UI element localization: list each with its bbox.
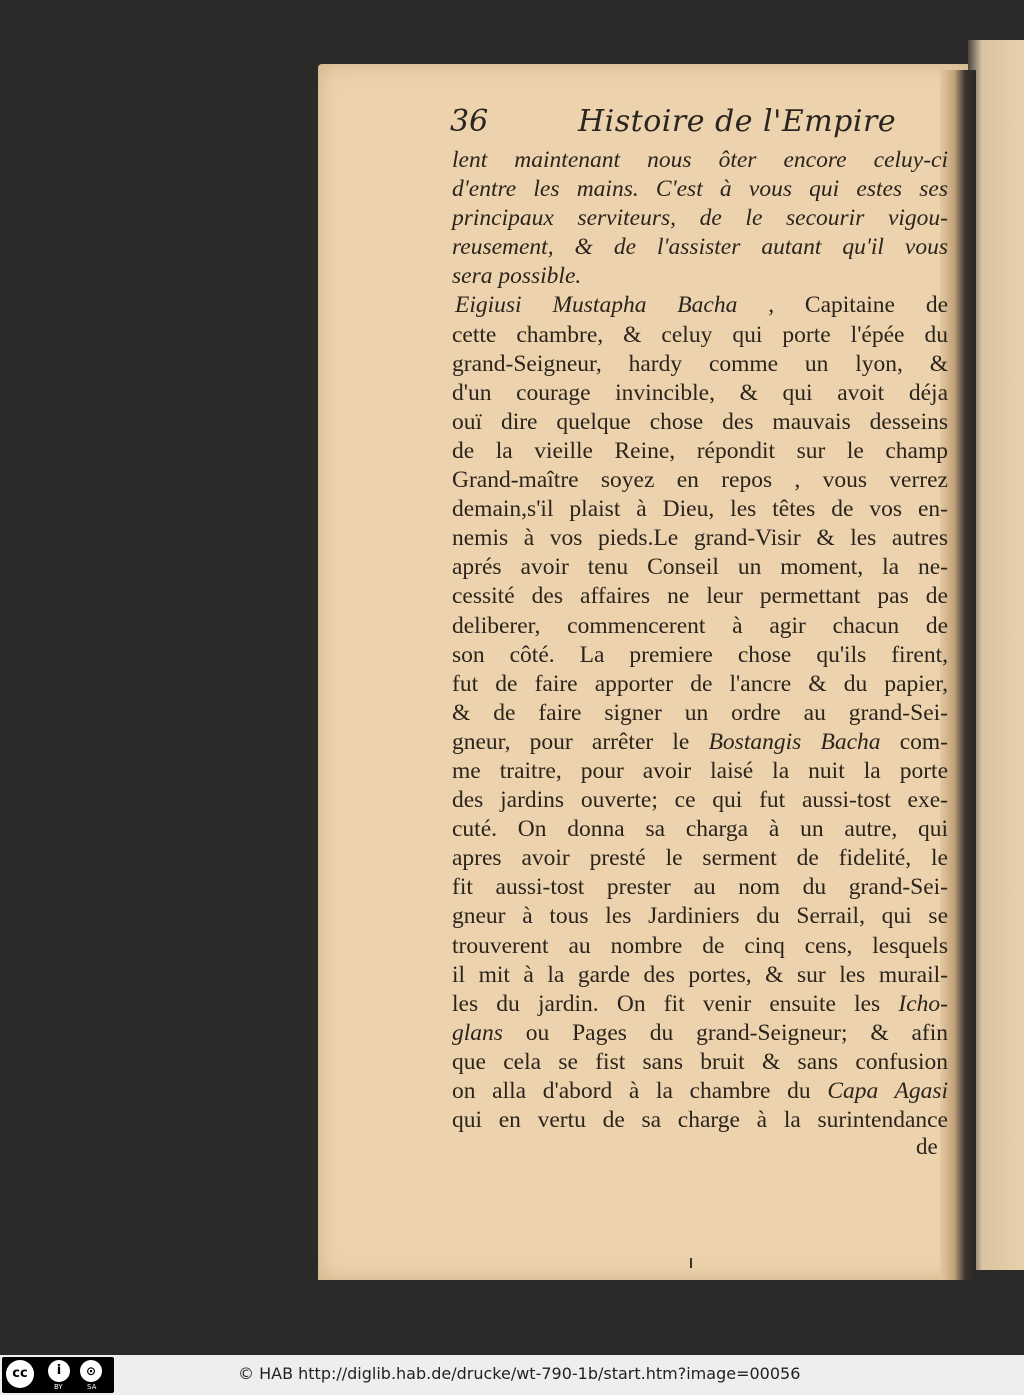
catchword: de	[916, 1134, 938, 1159]
roman-text: de la vieille Reine, répondit sur le champ	[452, 437, 948, 464]
footer-bar	[0, 1355, 1024, 1395]
roman-text: gneur, pour arrêter le	[452, 728, 709, 755]
roman-text: des jardins ouverte; ce qui fut aussi-tost exe-	[452, 787, 948, 814]
text-line	[452, 291, 948, 320]
roman-text: il mit à la garde des portes, & sur les murail-	[452, 961, 948, 988]
text-line	[452, 961, 948, 990]
text-line	[452, 932, 948, 961]
by-label: BY	[54, 1383, 63, 1391]
text-line	[452, 524, 948, 553]
roman-text: grand-Seigneur, hardy comme un lyon, &	[452, 350, 948, 377]
italic-text: Icho-	[898, 990, 948, 1017]
roman-text: deliberer, commencerent à agir chacun de	[452, 612, 948, 639]
roman-text: cette chambre, & celuy qui porte l'épée du	[452, 321, 948, 348]
text-line	[452, 204, 948, 233]
text-line	[452, 553, 948, 582]
text-line	[452, 1077, 948, 1106]
text-line	[452, 1019, 948, 1048]
page-header	[450, 104, 950, 144]
cc-icon: cc	[6, 1360, 34, 1388]
italic-text: principaux serviteurs, de le secourir vigou-	[452, 205, 948, 232]
text-line	[452, 844, 948, 873]
roman-text: gneur à tous les Jardiniers du Serrail, qui se	[452, 903, 948, 930]
text-line	[452, 670, 948, 699]
text-line	[452, 612, 948, 641]
text-line	[452, 815, 948, 844]
text-line	[452, 321, 948, 350]
text-line	[452, 1106, 948, 1135]
roman-text: que cela se fist sans bruit & sans confusion	[452, 1048, 948, 1075]
share-alike-icon: ⊙	[80, 1360, 102, 1382]
text-line	[452, 408, 948, 437]
roman-text: nemis à vos pieds.Le grand-Visir & les autres	[452, 525, 948, 552]
roman-text: cessité des affaires ne leur permettant pas de	[452, 583, 948, 610]
text-line	[452, 873, 948, 902]
italic-text: d'entre les mains. C'est à vous qui estes ses	[452, 176, 948, 203]
text-line	[452, 990, 948, 1019]
text-line	[452, 437, 948, 466]
text-line	[452, 466, 948, 495]
italic-text: lent maintenant nous ôter encore celuy-ci	[452, 147, 948, 173]
roman-text: me traitre, pour avoir laisé la nuit la porte	[452, 757, 948, 784]
attribution-icon: i	[48, 1360, 70, 1382]
italic-text: Bostangis Bacha	[708, 728, 881, 755]
roman-text: d'un courage invincible, & qui avoit déja	[452, 379, 948, 406]
roman-text: Grand-maître soyez en repos , vous verrez	[452, 467, 948, 494]
text-line	[452, 379, 948, 408]
italic-text: glans	[452, 1019, 503, 1046]
roman-text: on alla d'abord à la chambre du	[452, 1078, 828, 1104]
text-line	[452, 582, 948, 611]
text-line	[452, 1048, 948, 1077]
roman-text: & de faire signer un ordre au grand-Sei-	[452, 699, 948, 726]
roman-text: trouverent au nombre de cinq cens, lesquels	[452, 932, 948, 959]
text-line	[452, 233, 948, 262]
roman-text: demain,s'il plaist à Dieu, les têtes de vos en-	[452, 496, 948, 523]
roman-text: fut de faire apporter de l'ancre & du papier,	[452, 670, 948, 697]
roman-text: , Capitaine de	[737, 292, 949, 319]
roman-text: qui en vertu de sa charge à la surintendance	[452, 1107, 948, 1134]
facing-page-edge	[968, 40, 1024, 1270]
copyright-link[interactable]: © HAB http://diglib.hab.de/drucke/wt-790-1b/start.htm?image=00056	[238, 1364, 801, 1383]
roman-text: ouï dire quelque chose des mauvais desseins	[452, 408, 948, 435]
printer-mark	[690, 1258, 692, 1268]
roman-text: fit aussi-tost prester au nom du grand-Sei-	[452, 874, 948, 901]
italic-text: Capa Agasi	[827, 1078, 948, 1104]
text-line	[452, 495, 948, 524]
roman-text: les du jardin. On fit venir ensuite les	[452, 990, 899, 1017]
roman-text: apres avoir presté le serment de fidelité, le	[452, 845, 948, 872]
text-line	[452, 757, 948, 786]
body-text	[452, 146, 948, 1135]
text-line	[452, 699, 948, 728]
roman-text: aprés avoir tenu Conseil un moment, la ne-	[452, 554, 948, 581]
roman-text: ou Pages du grand-Seigneur; & afin	[502, 1019, 948, 1046]
text-line	[452, 902, 948, 931]
italic-text: reusement, & de l'assister autant qu'il vous	[452, 234, 948, 261]
italic-text: sera possible.	[452, 263, 582, 290]
italic-text: Eigiusi Mustapha Bacha	[455, 292, 738, 319]
running-head: Histoire de l'Empire	[578, 104, 897, 139]
roman-text: com-	[880, 728, 948, 755]
sa-label: SA	[87, 1383, 97, 1391]
text-line	[452, 262, 948, 291]
roman-text: cuté. On donna sa charga à un autre, qui	[452, 816, 948, 843]
creative-commons-badge[interactable]	[2, 1357, 114, 1393]
text-line	[452, 175, 948, 204]
page-number: 36	[450, 104, 489, 139]
text-line	[452, 786, 948, 815]
text-line	[452, 146, 948, 175]
text-line	[452, 641, 948, 670]
roman-text: son côté. La premiere chose qu'ils firent,	[452, 641, 948, 668]
text-line	[452, 350, 948, 379]
text-line	[452, 728, 948, 757]
